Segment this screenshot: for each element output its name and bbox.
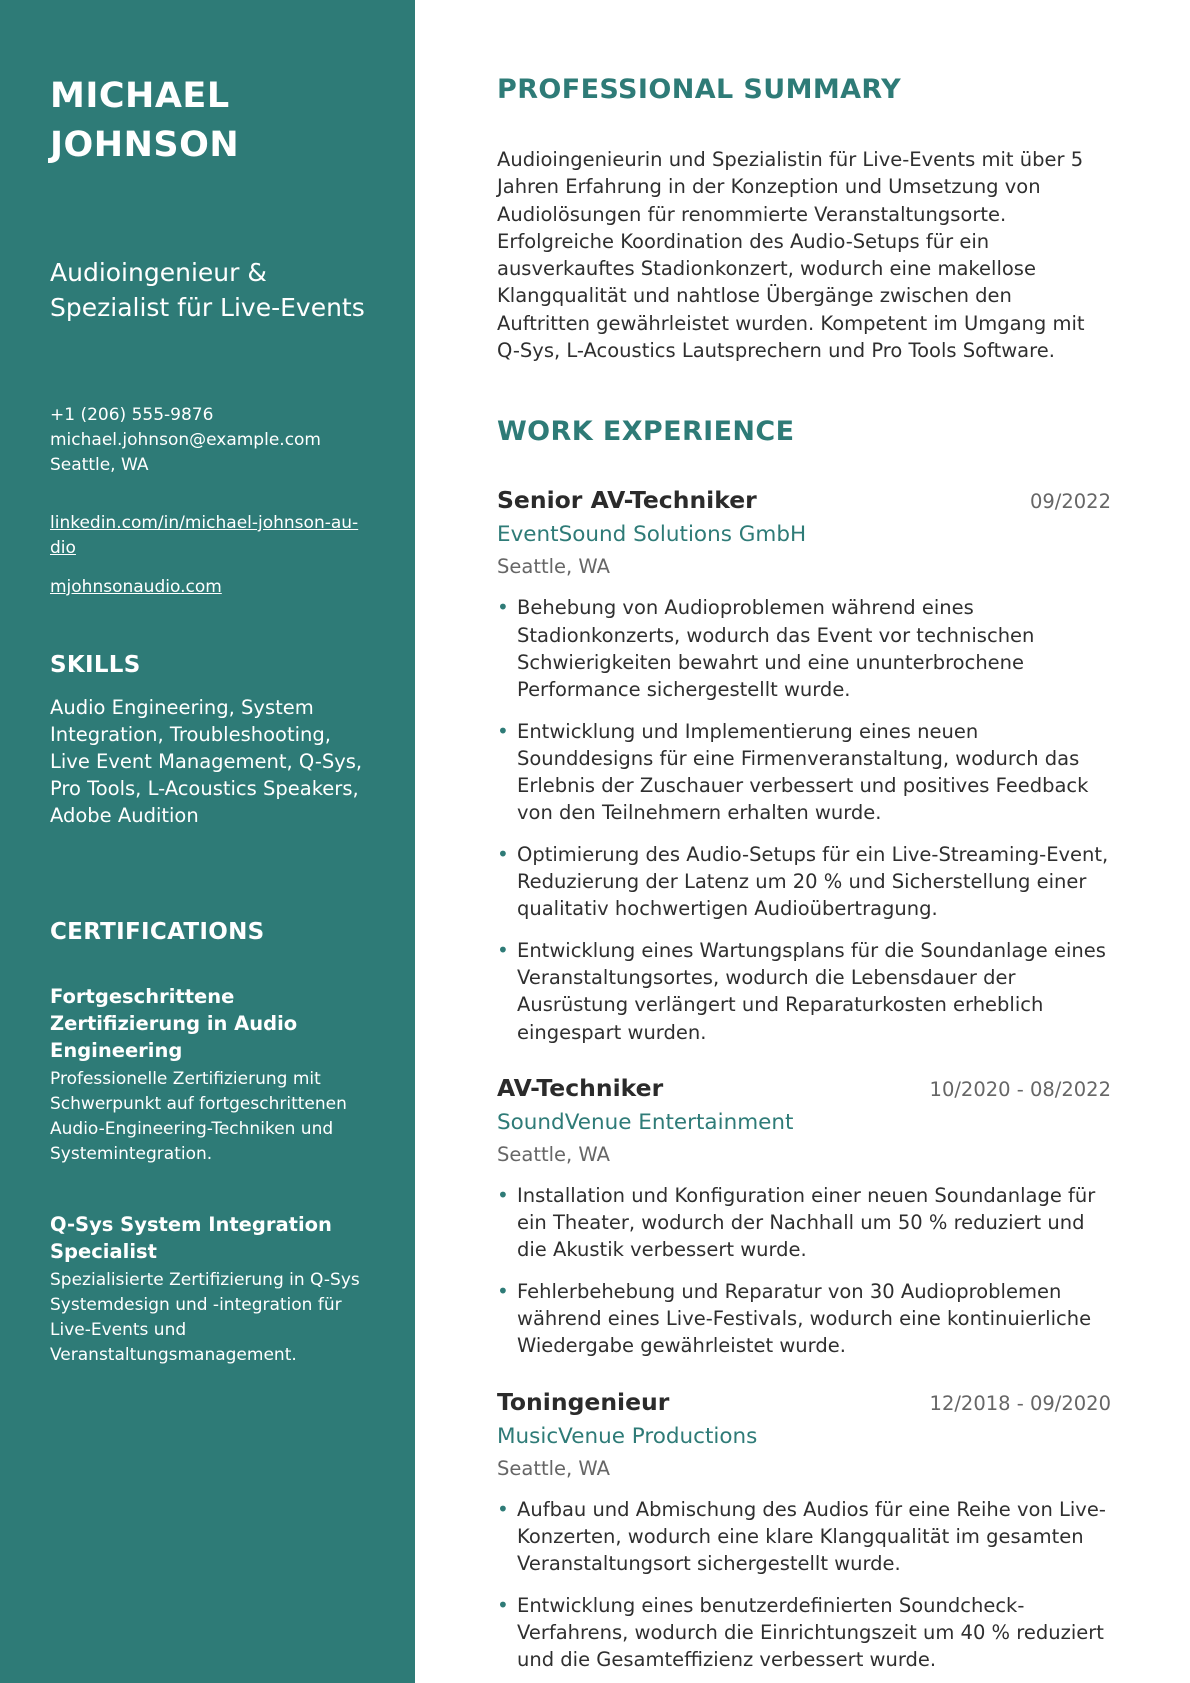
- list-item: [497, 1592, 1111, 1674]
- location: Seattle, WA: [50, 455, 149, 475]
- website-container: [50, 575, 375, 600]
- job-company: MusicVenue Productions: [497, 1423, 758, 1449]
- skills-list: Audio Engineering, System Integration, Troubleshooting, Live Event Management, Q-Sys, Pro Tools, L-Acoustics Speakers, Adobe Audition: [50, 696, 363, 827]
- bullet-icon: •: [497, 1278, 509, 1303]
- linkedin-container: [50, 511, 360, 561]
- list-item: [497, 1278, 1111, 1360]
- sidebar: [0, 0, 415, 1683]
- job-company: EventSound Solutions GmbH: [497, 522, 807, 548]
- bullet-icon: •: [497, 1496, 509, 1521]
- bullet-text: Optimierung des Audio-Setups für ein Live-Streaming-Event, Reduzierung der Latenz um 20 % und Sicherstellung einer qualitativ hochwertigen Audioübertragung.: [517, 842, 1109, 921]
- job-date: 12/2018 - 09/2020: [929, 1391, 1111, 1415]
- job-header: [497, 1074, 1111, 1102]
- contact-info: [50, 403, 375, 478]
- job-role: Senior AV-Techniker: [497, 486, 757, 515]
- job-entry: [497, 1074, 1111, 1360]
- bullet-icon: •: [497, 718, 509, 743]
- list-item: [497, 841, 1111, 923]
- certification-item: [50, 983, 375, 1167]
- certification-title: Q-Sys System Integration Specialist: [50, 1213, 332, 1263]
- bullet-text: Fehlerbehebung und Reparatur von 30 Audioproblemen während eines Live-Festivals, wodurch eine kontinuierliche Wiedergabe gewährleistet wurde.: [517, 1279, 1092, 1358]
- phone: +1 (206) 555-9876: [50, 405, 214, 425]
- certifications-heading: CERTIFICATIONS: [50, 919, 265, 945]
- list-item: [497, 1182, 1111, 1264]
- job-entry: [497, 1388, 1111, 1674]
- job-role: AV-Techniker: [497, 1073, 664, 1102]
- candidate-title: Audioingenieur & Spezialist für Live-Events: [50, 258, 365, 322]
- job-location: Seattle, WA: [497, 555, 610, 579]
- bullet-text: Entwicklung und Implementierung eines neuen Sounddesigns für eine Firmenveranstaltung, wodurch das Erlebnis der Zuschauer verbessert und positives Feedback von den Teilnehmern erhalten wurde.: [517, 719, 1089, 825]
- list-item: [497, 594, 1111, 703]
- bullet-text: Aufbau und Abmischung des Audios für eine Reihe von Live-Konzerten, wodurch eine klare Klangqualität im gesamten Veranstaltungsort sichergestellt wurde.: [517, 1497, 1106, 1576]
- summary-heading: PROFESSIONAL SUMMARY: [497, 74, 902, 105]
- list-item: [497, 1496, 1111, 1578]
- bullet-icon: •: [497, 937, 509, 962]
- website-link[interactable]: mjohnsonaudio.com: [50, 577, 222, 597]
- job-bullets: [497, 1496, 1111, 1674]
- certification-item: [50, 1211, 375, 1368]
- skills-heading: SKILLS: [50, 652, 141, 678]
- bullet-text: Entwicklung eines Wartungsplans für die Soundanlage eines Veranstaltungsortes, wodurch die Lebensdauer der Ausrüstung verlängert und Reparaturkosten erheblich eingespart wurden.: [517, 938, 1106, 1044]
- job-header: [497, 486, 1111, 514]
- summary-text: Audioingenieurin und Spezialistin für Live-Events mit über 5 Jahren Erfahrung in der Konzeption und Umsetzung von Audiolösungen für renommierte Veranstaltungsorte. Erfolgreiche Koordination des Audio-Setups für ein ausverkauftes Stadionkonzert, wodurch eine makellose Klangqualität und nahtlose Übergänge zwischen den Auftritten gewährleistet wurden. Kompetent im Umgang mit Q-Sys, L-Acoustics Lautsprechern und Pro Tools Software.: [497, 148, 1085, 363]
- certification-description: Professionelle Zertifizierung mit Schwerpunkt auf fortgeschrittenen Audio-Engineering-Techniken und Systemintegration.: [50, 1069, 347, 1164]
- job-date: 10/2020 - 08/2022: [929, 1077, 1111, 1101]
- job-bullets: [497, 1182, 1111, 1360]
- email: michael.johnson@example.com: [50, 430, 321, 450]
- certification-description: Spezialisierte Zertifizierung in Q-Sys Systemdesign und -integration für Live-Events und Veranstaltungsmanagement.: [50, 1270, 360, 1365]
- list-item: [497, 718, 1111, 827]
- job-role: Toningenieur: [497, 1387, 670, 1416]
- job-entry: [497, 486, 1111, 1045]
- bullet-icon: •: [497, 1592, 509, 1617]
- main-content: [497, 72, 1111, 1673]
- bullet-text: Behebung von Audioproblemen während eines Stadionkonzerts, wodurch das Event vor technischen Schwierigkeiten bewahrt und eine ununterbrochene Performance sichergestellt wurde.: [517, 596, 1035, 702]
- job-location: Seattle, WA: [497, 1142, 610, 1166]
- bullet-icon: •: [497, 595, 509, 620]
- certification-title: Fortgeschrittene Zertifizierung in Audio Engineering: [50, 985, 298, 1062]
- job-header: [497, 1388, 1111, 1416]
- job-company: SoundVenue Entertainment: [497, 1109, 794, 1135]
- bullet-text: Entwicklung eines benutzerdefinierten Soundcheck-Verfahrens, wodurch die Einrichtungszeit um 40 % reduziert und die Gesamteffizienz verbessert wurde.: [517, 1593, 1104, 1672]
- bullet-icon: •: [497, 841, 509, 866]
- bullet-text: Installation und Konfiguration einer neuen Soundanlage für ein Theater, wodurch der Nachhall um 50 % reduziert und die Akustik verbessert wurde.: [517, 1183, 1096, 1262]
- candidate-name: MICHAEL JOHNSON: [50, 76, 240, 165]
- linkedin-link[interactable]: linkedin.com/in/michael-johnson-au-dio: [50, 513, 359, 558]
- bullet-icon: •: [497, 1182, 509, 1207]
- job-bullets: [497, 594, 1111, 1045]
- work-heading: WORK EXPERIENCE: [497, 416, 795, 448]
- list-item: [497, 937, 1111, 1046]
- job-date: 09/2022: [1029, 490, 1111, 514]
- job-location: Seattle, WA: [497, 1456, 610, 1480]
